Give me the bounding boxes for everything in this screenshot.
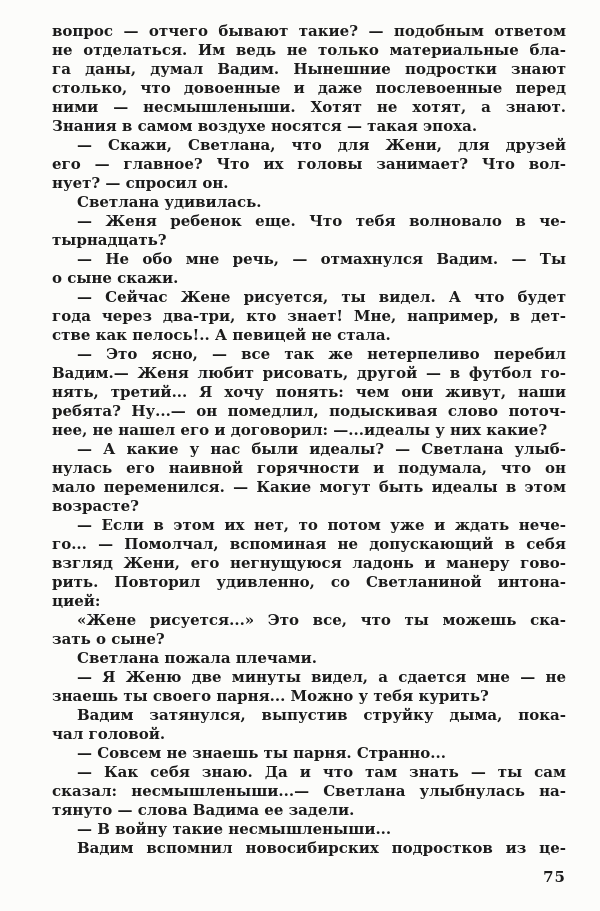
text-line: ними — несмышленыши. Хотят не хотят, а знают. xyxy=(52,98,566,116)
text-block xyxy=(52,22,566,858)
text-line: га даны, думал Вадим. Нынешние подростки знают xyxy=(52,60,566,78)
text-line: ребята? Ну...— он помедлил, подыскивая слово поточ- xyxy=(52,402,566,420)
text-line: стве как пелось!.. А певицей не стала. xyxy=(52,326,391,344)
text-line: зать о сыне? xyxy=(52,630,165,648)
text-line: Светлана удивилась. xyxy=(77,193,262,211)
text-line: — Если в этом их нет, то потом уже и ждать нече- xyxy=(77,516,566,534)
text-line: — Скажи, Светлана, что для Жени, для друзей xyxy=(77,136,566,154)
text-line: чал головой. xyxy=(52,725,166,743)
text-line: «Жене рисуется...» Это все, что ты можешь ска- xyxy=(77,611,566,629)
text-line: сказал: несмышленыши...— Светлана улыбнулась на- xyxy=(52,782,566,800)
text-line: Вадим вспомнил новосибирских подростков из це- xyxy=(77,839,566,857)
text-line: — Как себя знаю. Да и что там знать — ты сам xyxy=(77,763,566,781)
page-number: 75 xyxy=(543,868,566,886)
text-line: нять, третий... Я хочу понять: чем они живут, наши xyxy=(52,383,566,401)
text-line: — Совсем не знаешь ты парня. Странно... xyxy=(77,744,446,762)
text-line: года через два-три, кто знает! Мне, например, в дет- xyxy=(52,307,566,325)
text-line: — Я Женю две минуты видел, а сдается мне — не xyxy=(77,668,566,686)
text-line: — А какие у нас были идеалы? — Светлана улыб- xyxy=(77,440,566,458)
text-line: о сыне скажи. xyxy=(52,269,179,287)
text-line: нует? — спросил он. xyxy=(52,174,229,192)
text-line: — Сейчас Жене рисуется, ты видел. А что будет xyxy=(77,288,566,306)
text-line: вопрос — отчего бывают такие? — подобным ответом xyxy=(52,22,566,40)
text-line: нее, не нашел его и договорил: —...идеалы у них какие? xyxy=(52,421,548,439)
text-line: — Это ясно, — все так же нетерпеливо перебил xyxy=(77,345,566,363)
text-line: нулась его наивной горячности и подумала, что он xyxy=(52,459,566,477)
text-line: взгляд Жени, его негнущуюся ладонь и манеру гово- xyxy=(52,554,566,572)
text-line: тырнадцать? xyxy=(52,231,167,249)
text-line: знаешь ты своего парня... Можно у тебя курить? xyxy=(52,687,489,705)
text-line: — В войну такие несмышленыши... xyxy=(77,820,392,838)
text-line: возрасте? xyxy=(52,497,139,515)
text-line: — Не обо мне речь, — отмахнулся Вадим. — Ты xyxy=(77,250,566,268)
text-line: цией: xyxy=(52,592,101,610)
text-line: — Женя ребенок еще. Что тебя волновало в че- xyxy=(77,212,566,230)
text-line: тянуто — слова Вадима ее задели. xyxy=(52,801,355,819)
text-line: мало переменился. — Какие могут быть идеалы в этом xyxy=(52,478,566,496)
text-line: его — главное? Что их головы занимает? Что вол- xyxy=(52,155,566,173)
text-line: столько, что довоенные и даже послевоенные перед xyxy=(52,79,566,97)
text-line: не отделаться. Им ведь не только материальные бла- xyxy=(52,41,566,59)
text-line: Вадим.— Женя любит рисовать, другой — в футбол го- xyxy=(52,364,566,382)
text-line: рить. Повторил удивленно, со Светланиной интона- xyxy=(52,573,566,591)
text-line: го... — Помолчал, вспоминая не допускающий в себя xyxy=(52,535,566,553)
text-line: Знания в самом воздухе носятся — такая эпоха. xyxy=(52,117,478,135)
text-line: Светлана пожала плечами. xyxy=(77,649,317,667)
text-line: Вадим затянулся, выпустив струйку дыма, пока- xyxy=(77,706,566,724)
